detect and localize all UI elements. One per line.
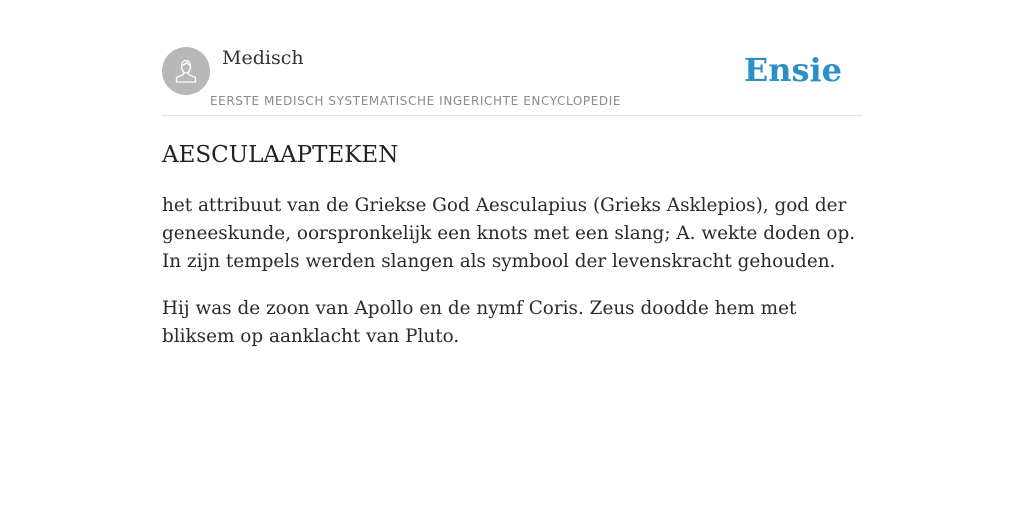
article-title: AESCULAAPTEKEN — [162, 142, 399, 168]
article-body — [162, 192, 862, 370]
article-paragraph: het attribuut van de Griekse God Aesculapius (Grieks Asklepios), god der geneeskunde, oorspronkelijk een knots met een slang; A. wekte doden op. In zijn tempels werden slangen als symbool der levenskracht gehouden. — [162, 195, 856, 272]
source-avatar[interactable] — [162, 47, 210, 95]
source-name-link[interactable]: Medisch — [222, 47, 304, 69]
article-paragraph: Hij was de zoon van Apollo en de nymf Coris. Zeus doodde hem met bliksem op aanklacht van Pluto. — [162, 298, 797, 347]
user-icon — [171, 56, 201, 86]
source-header — [162, 0, 862, 116]
ensie-logo-link[interactable]: Ensie — [743, 51, 842, 89]
source-subtitle: EERSTE MEDISCH SYSTEMATISCHE INGERICHTE ENCYCLOPEDIE — [210, 94, 622, 108]
